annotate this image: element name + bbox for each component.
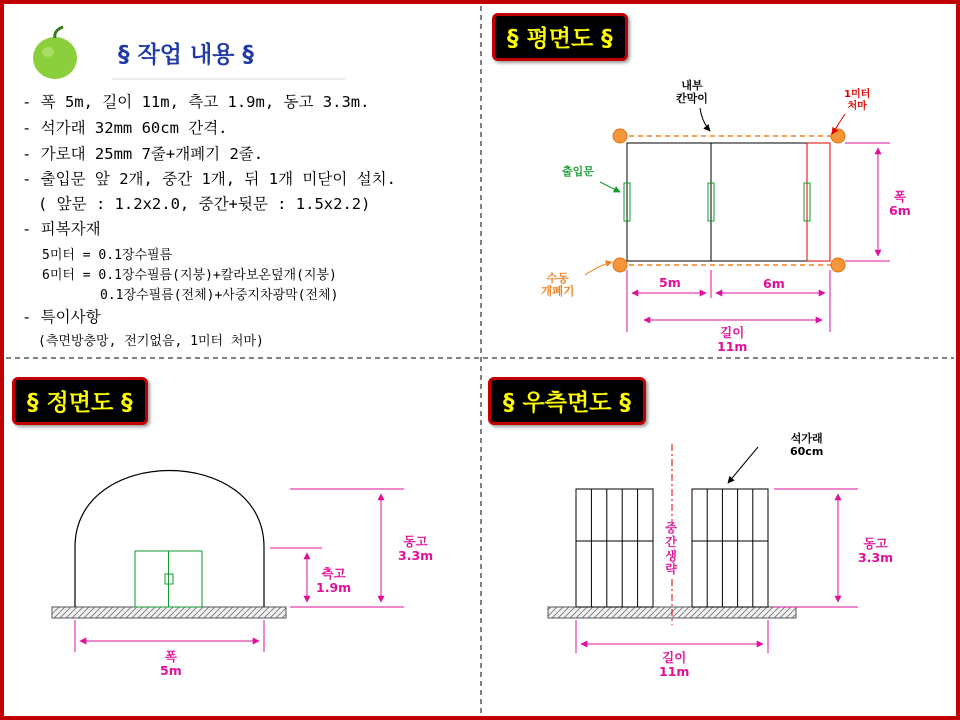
plan-width-label: 폭 6m: [889, 189, 911, 219]
winch-pointer: [585, 262, 612, 275]
eave-label: 1미터 처마: [844, 89, 871, 112]
spec-line: - 출입문 앞 2개, 중간 1개, 뒤 1개 미닫이 설치.: [22, 170, 396, 188]
plan-view-title: § 평면도 §: [492, 13, 628, 61]
side-ridge-height-label: 동고 3.3m: [858, 536, 894, 566]
plan-corner-post: [613, 258, 627, 272]
rafter-pointer: [728, 447, 758, 483]
spec-line: 6미터 = 0.1장수필름(지붕)+칼라보온덮개(지붕): [42, 268, 337, 283]
spec-line: - 석가래 32mm 60cm 간격.: [22, 119, 228, 137]
side-view-title: § 우측면도 §: [488, 377, 646, 425]
front-view-title: § 정면도 §: [12, 377, 148, 425]
side-frame-left: [576, 489, 653, 607]
work-content-title: § 작업 내용 §: [118, 42, 254, 68]
spec-line: ( 앞문 : 1.2x2.0, 중간+뒷문 : 1.5x2.2): [38, 195, 371, 213]
apple-icon: [33, 27, 77, 79]
plan-corner-post: [831, 129, 845, 143]
side-frame-right: [692, 489, 768, 607]
rafter-label: 석가래 60cm: [790, 432, 824, 458]
front-arch: [75, 471, 264, 608]
plan-corner-post: [831, 258, 845, 272]
front-ridge-height-label: 동고 3.3m: [398, 534, 434, 564]
plan-corner-post: [613, 129, 627, 143]
spec-line: - 폭 5m, 길이 11m, 측고 1.9m, 동고 3.3m.: [22, 93, 370, 111]
spec-line: - 특이사항: [22, 308, 101, 326]
inner-partition-label: 내부 칸막이: [676, 79, 708, 105]
partition-pointer: [700, 108, 710, 131]
front-ground: [52, 607, 286, 618]
front-side-height-label: 측고 1.9m: [316, 566, 352, 596]
spec-line: - 피복자재: [22, 220, 101, 238]
front-view: [52, 471, 404, 653]
side-length-label: 길이 11m: [659, 650, 690, 680]
spec-line: (측면방충망, 전기없음, 1미터 처마): [38, 334, 264, 349]
door-pointer: [600, 182, 620, 192]
plan-length-label: 길이 11m: [717, 325, 748, 355]
winch-label: 수동 개폐기: [541, 271, 575, 299]
spec-line: 0.1장수필름(전체)+사중지차광막(전체): [100, 288, 339, 303]
spec-line: - 가로대 25mm 7줄+개폐기 2줄.: [22, 145, 264, 163]
spec-line: 5미터 = 0.1장수필름: [42, 248, 173, 263]
side-view: [548, 444, 858, 653]
plan-view: [585, 108, 890, 332]
plan-outline: [627, 143, 807, 261]
front-width-label: 폭 5m: [160, 649, 182, 679]
door-label: 출입문: [562, 165, 594, 178]
plan-seg1-label: 5m: [659, 275, 681, 290]
middle-omitted-label: 중간생략: [665, 521, 677, 577]
plan-seg2-label: 6m: [763, 276, 785, 291]
